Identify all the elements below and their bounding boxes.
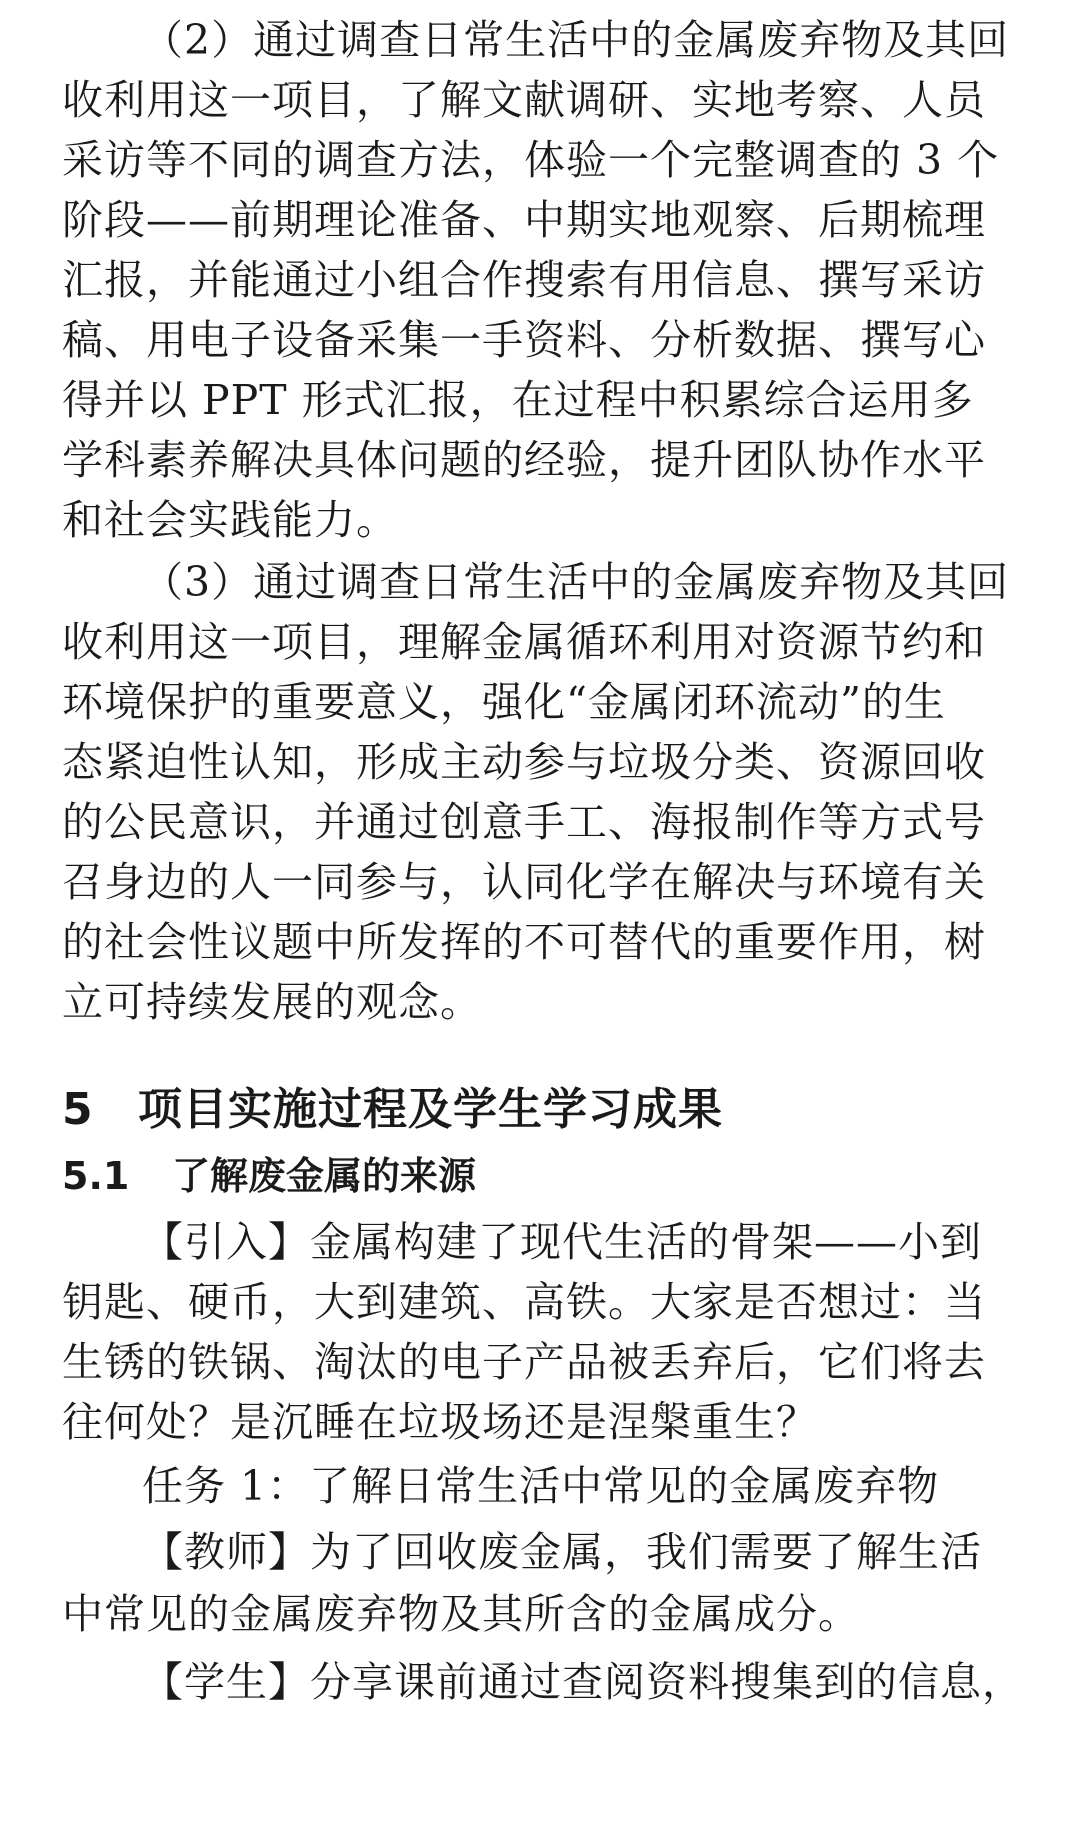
- paragraph-line: 收利用这一项目，了解文献调研、实地考察、人员: [62, 76, 986, 124]
- paragraph-line: 中常见的金属废弃物及其所含的金属成分。: [62, 1590, 860, 1638]
- subsection-number: 5.1: [62, 1154, 130, 1198]
- paragraph-line: 收利用这一项目，理解金属循环利用对资源节约和: [62, 618, 986, 666]
- task-1-label: 任务 1：了解日常生活中常见的金属废弃物: [142, 1462, 940, 1510]
- paragraph-line: 往何处？是沉睡在垃圾场还是涅槃重生？: [62, 1398, 818, 1446]
- paragraph-line: （2）通过调查日常生活中的金属废弃物及其回: [142, 16, 1010, 64]
- paragraph-line: 采访等不同的调查方法，体验一个完整调查的 3 个: [62, 136, 1000, 184]
- paragraph-line: 学科素养解决具体问题的经验，提升团队协作水平: [62, 436, 986, 484]
- paragraph-line: 的社会性议题中所发挥的不可替代的重要作用，树: [62, 918, 986, 966]
- paragraph-line: 召身边的人一同参与，认同化学在解决与环境有关: [62, 858, 986, 906]
- subsection-heading: [62, 1148, 476, 1204]
- paragraph-line: 稿、用电子设备采集一手资料、分析数据、撰写心: [62, 316, 986, 364]
- section-heading: [62, 1078, 723, 1142]
- paragraph-line: （3）通过调查日常生活中的金属废弃物及其回: [142, 558, 1010, 606]
- paragraph-line: 环境保护的重要意义，强化“金属闭环流动”的生: [62, 678, 946, 726]
- section-number: 5: [62, 1084, 94, 1135]
- paragraph-line: 和社会实践能力。: [62, 496, 398, 544]
- paragraph-line: 生锈的铁锅、淘汰的电子产品被丢弃后，它们将去: [62, 1338, 986, 1386]
- subsection-title: 了解废金属的来源: [172, 1154, 477, 1198]
- paragraph-line: 态紧迫性认知，形成主动参与垃圾分类、资源回收: [62, 738, 986, 786]
- paragraph-line: 的公民意识，并通过创意手工、海报制作等方式号: [62, 798, 986, 846]
- paragraph-line: 得并以 PPT 形式汇报，在过程中积累综合运用多: [62, 376, 974, 424]
- paragraph-line: 【学生】分享课前通过查阅资料搜集到的信息，: [142, 1658, 1024, 1706]
- paragraph-line: 汇报，并能通过小组合作搜索有用信息、撰写采访: [62, 256, 986, 304]
- paragraph-line: 【引入】金属构建了现代生活的骨架——小到: [142, 1218, 982, 1266]
- paragraph-line: 立可持续发展的观念。: [62, 978, 482, 1026]
- section-title: 项目实施过程及学生学习成果: [138, 1084, 723, 1135]
- paragraph-line: 钥匙、硬币，大到建筑、高铁。大家是否想过：当: [62, 1278, 986, 1326]
- paragraph-line: 阶段——前期理论准备、中期实地观察、后期梳理: [62, 196, 986, 244]
- paragraph-line: 【教师】为了回收废金属，我们需要了解生活: [142, 1528, 982, 1576]
